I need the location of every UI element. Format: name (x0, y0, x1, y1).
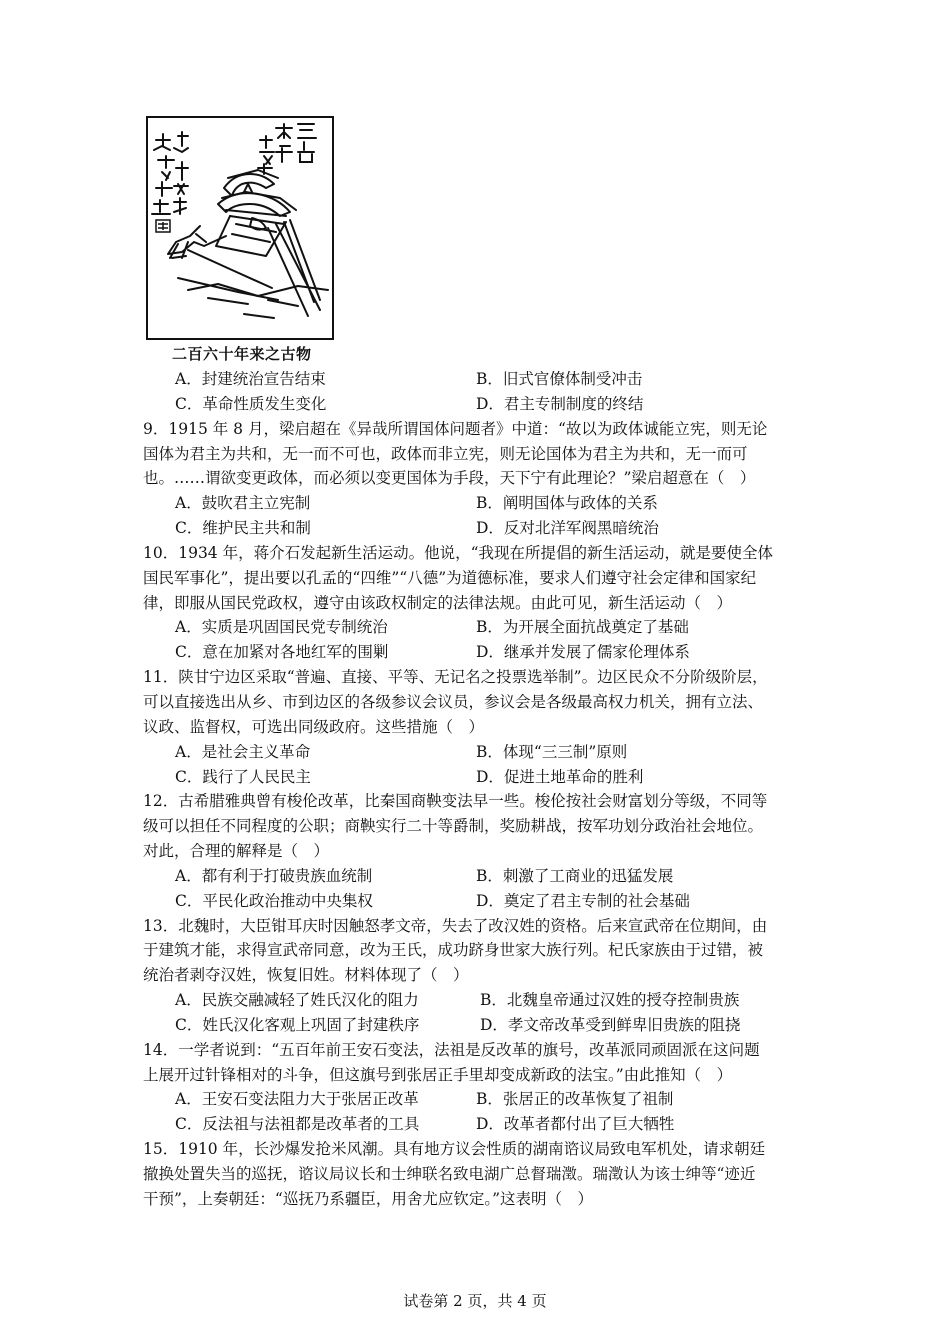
q11-options-row2 (143, 765, 823, 790)
q11-stem-line: 11．陕甘宁边区采取“普遍、直接、平等、无记名之投票选举制”。边区民众不分阶级阶层， (143, 668, 768, 687)
q14-options-row1 (143, 1087, 823, 1112)
q8-options-row2 (143, 392, 823, 417)
q12-option-d[interactable]: D．奠定了君主专制的社会基础 (476, 891, 690, 910)
q14-option-b[interactable]: B．张居正的改革恢复了祖制 (476, 1090, 674, 1109)
q9-option-d[interactable]: D．反对北洋军阀黑暗统治 (476, 519, 659, 538)
collapsing-building-drawing (148, 118, 332, 338)
q14-option-d[interactable]: D．改革者都付出了巨大牺牲 (476, 1115, 675, 1134)
q13-options-row1 (143, 988, 823, 1013)
q11-option-b[interactable]: B．体现“三三制”原则 (476, 742, 628, 761)
q8-option-c[interactable]: C．革命性质发生变化 (175, 394, 327, 413)
q9-option-b[interactable]: B．阐明国体与政体的关系 (476, 494, 658, 513)
q9-option-a[interactable]: A．鼓吹君主立宪制 (175, 494, 311, 513)
q10-option-d[interactable]: D．继承并发展了儒家伦理体系 (476, 643, 690, 662)
q13-options-row2 (143, 1013, 823, 1038)
q10-option-b[interactable]: B．为开展全面抗战奠定了基础 (476, 618, 689, 637)
q13-option-c[interactable]: C．姓氏汉化客观上巩固了封建秩序 (175, 1015, 420, 1034)
q10-option-a[interactable]: A．实质是巩固国民党专制统治 (175, 618, 388, 637)
q13-stem-line: 统治者剥夺汉姓，恢复旧姓。材料体现了（ ） (143, 966, 469, 985)
q9-option-c[interactable]: C．维护民主共和制 (175, 519, 311, 538)
q12-options-row1 (143, 864, 823, 889)
q8-option-a[interactable]: A．封建统治宣告结束 (175, 370, 326, 388)
page-footer: 试卷第 2 页，共 4 页 (403, 1292, 547, 1310)
q12-option-b[interactable]: B．刺激了工商业的迅猛发展 (476, 866, 674, 885)
q9-options-row2 (143, 516, 823, 541)
q8-option-b[interactable]: B．旧式官僚体制受冲击 (476, 370, 643, 388)
q10-options-row1 (143, 615, 823, 640)
q13-option-a[interactable]: A．民族交融减轻了姓氏汉化的阻力 (175, 991, 419, 1010)
q14-stem-line: 14．一学者说到：“五百年前王安石变法，法祖是反改革的旗号，改革派同顽固派在这问题 (143, 1040, 760, 1059)
q11-options-row1 (143, 740, 823, 765)
q10-stem-line: 律，即服从国民党政权，遵守由该政权制定的法律法规。由此可见，新生活运动（ ） (143, 593, 733, 612)
q8-option-d[interactable]: D．君主专制制度的终结 (476, 394, 644, 413)
q10-option-c[interactable]: C．意在加紧对各地红军的围剿 (175, 643, 389, 662)
q9-stem-line: 9．1915 年 8 月，梁启超在《异哉所谓国体问题者》中道：“故以为政体诚能立宪，则无论 (143, 419, 768, 438)
question-body (143, 367, 823, 1212)
q12-option-a[interactable]: A．都有利于打破贵族血统制 (175, 866, 373, 885)
q12-stem-line: 12．古希腊雅典曾有梭伦改革，比秦国商鞅变法早一些。梭伦按社会财富划分等级，不同等 (143, 792, 768, 811)
q15-stem-line: 干预”，上奏朝廷：“巡抚乃系疆臣，用舍尤应钦定。”这表明（ ） (143, 1189, 594, 1208)
q14-option-c[interactable]: C．反法祖与法祖都是改革者的工具 (175, 1115, 420, 1134)
q11-stem-line: 可以直接选出从乡、市到边区的各级参议会议员，参议会是各级最高权力机关，拥有立法、 (143, 692, 764, 711)
q13-option-b[interactable]: B．北魏皇帝通过汉姓的授夺控制贵族 (480, 991, 740, 1010)
q11-stem-line: 议政、监督权，可选出同级政府。这些措施（ ） (143, 717, 485, 736)
q12-option-c[interactable]: C．平民化政治推动中央集权 (175, 891, 373, 910)
q13-stem-line: 13．北魏时，大臣钳耳庆时因触怒孝文帝，失去了改汉姓的资格。后来宣武帝在位期间，由 (143, 916, 768, 935)
q10-options-row2 (143, 640, 823, 665)
q10-stem-line: 10．1934 年，蒋介石发起新生活运动。他说，“我现在所提倡的新生活运动，就是要使全体 (143, 543, 774, 562)
q9-options-row1 (143, 491, 823, 516)
q14-options-row2 (143, 1112, 823, 1137)
q15-stem-line: 15．1910 年，长沙爆发抢米风潮。具有地方议会性质的湖南谘议局致电军机处，请求朝廷 (143, 1140, 766, 1159)
q12-stem-line: 级可以担任不同程度的公职；商鞅实行二十等爵制，奖励耕战，按军功划分政治社会地位。 (143, 817, 764, 836)
figure-caption: 二百六十年来之古物 (172, 345, 312, 363)
cartoon-figure (146, 116, 334, 340)
q12-options-row2 (143, 889, 823, 914)
q13-stem-line: 于建筑才能，求得宣武帝同意，改为王氏，成功跻身世家大族行列。杞氏家族由于过错，被 (143, 941, 764, 960)
q14-stem-line: 上展开过针锋相对的斗争，但这旗号到张居正手里却变成新政的法宝。”由此推知（ ） (143, 1065, 733, 1084)
q9-stem-line: 也。……谓欲变更政体，而必须以变更国体为手段，天下宁有此理论？”梁启超意在（ ） (143, 469, 756, 488)
q14-option-a[interactable]: A．王安石变法阻力大于张居正改革 (175, 1090, 419, 1109)
q9-stem-line: 国体为君主为共和，无一而不可也，政体而非立宪，则无论国体为君主为共和，无一而可 (143, 444, 748, 463)
q11-option-a[interactable]: A．是社会主义革命 (175, 742, 311, 761)
q11-option-c[interactable]: C．践行了人民民主 (175, 767, 311, 786)
q11-option-d[interactable]: D．促进土地革命的胜利 (476, 767, 644, 786)
q10-stem-line: 国民军事化”，提出要以孔孟的“四维”“八德”为道德标准，要求人们遵守社会定律和国家纪 (143, 568, 757, 587)
q8-options-row1 (143, 367, 823, 392)
q13-option-d[interactable]: D．孝文帝改革受到鲜卑旧贵族的阻挠 (480, 1015, 741, 1034)
q15-stem-line: 撤换处置失当的巡抚，谘议局议长和士绅联名致电湖广总督瑞澂。瑞澂认为该士绅等“迹近 (143, 1165, 756, 1183)
q12-stem-line: 对此，合理的解释是（ ） (143, 842, 330, 861)
